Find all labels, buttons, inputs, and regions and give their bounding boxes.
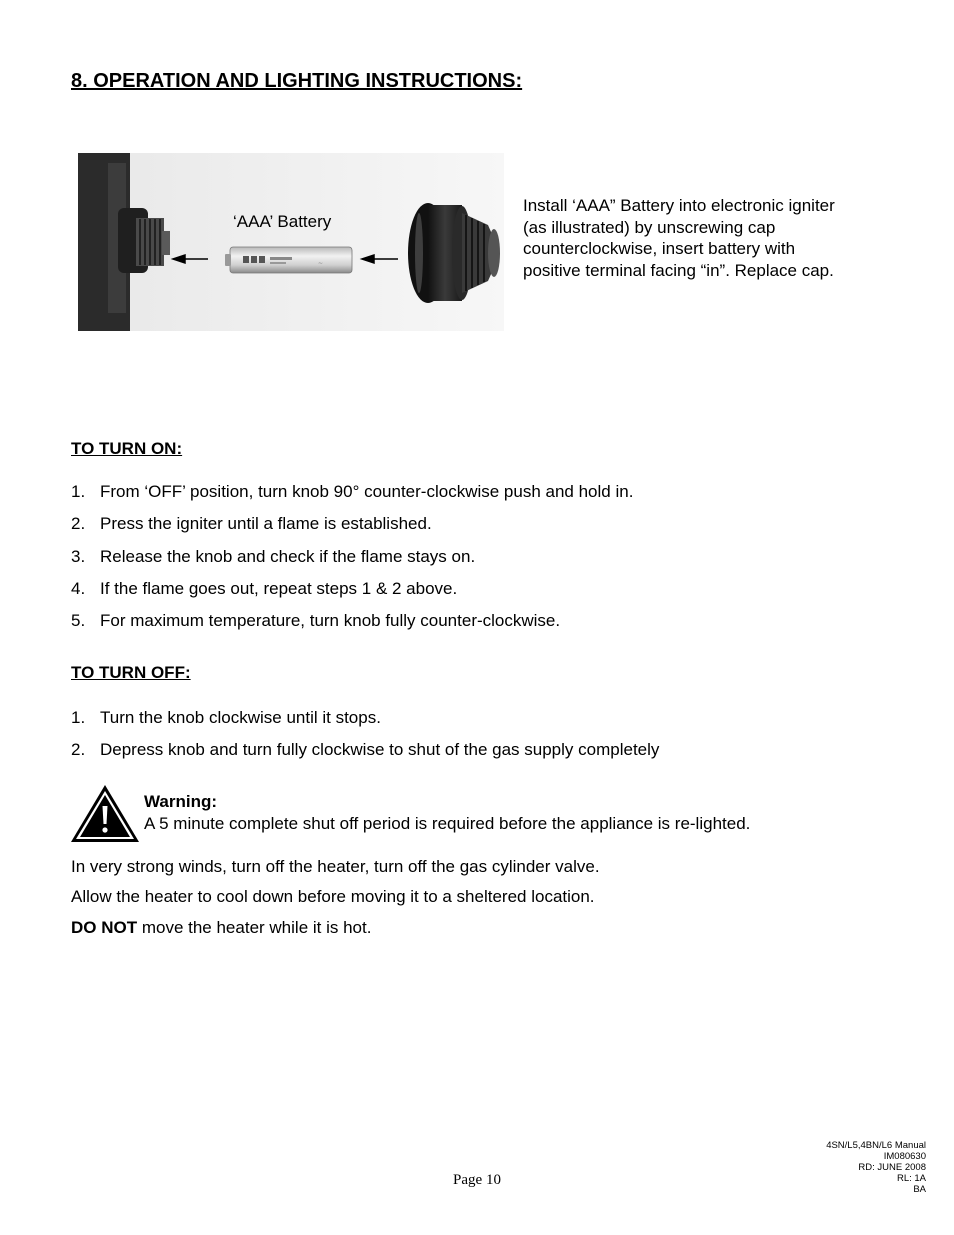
do-not-emphasis: DO NOT — [71, 918, 138, 937]
meta-line: BA — [913, 1184, 926, 1195]
list-item — [71, 739, 659, 771]
step-number: 2. — [71, 740, 86, 760]
document-meta — [826, 1140, 926, 1195]
wind-note: In very strong winds, turn off the heater, turn off the gas cylinder valve. — [71, 857, 600, 876]
step-number: 5. — [71, 611, 86, 631]
install-line: (as illustrated) by unscrewing cap — [523, 217, 776, 237]
do-not-move-note — [71, 918, 371, 938]
cool-down-note: Allow the heater to cool down before moving it to a sheltered location. — [71, 887, 595, 906]
step-number: 3. — [71, 546, 86, 566]
step-number: 1. — [71, 708, 86, 727]
step-text: Release the knob and check if the flame stays on. — [100, 546, 476, 566]
step-text: Turn the knob clockwise until it stops. — [100, 708, 381, 727]
step-number: 4. — [71, 578, 86, 598]
step-text: From ‘OFF’ position, turn knob 90° counter-clockwise push and hold in. — [100, 482, 634, 501]
meta-line: IM080630 — [883, 1151, 926, 1162]
step-text: If the flame goes out, repeat steps 1 & 2 above. — [100, 578, 458, 598]
meta-line: RL: 1A — [896, 1173, 926, 1184]
turn-on-steps — [71, 481, 633, 642]
meta-line: RD: JUNE 2008 — [858, 1162, 926, 1173]
step-text: Depress knob and turn fully clockwise to shut of the gas supply completely — [100, 740, 660, 760]
turn-on-heading: TO TURN ON: — [71, 439, 183, 458]
section-title: 8. OPERATION AND LIGHTING INSTRUCTIONS: — [71, 70, 523, 92]
warning-icon — [70, 784, 140, 844]
list-item — [71, 481, 633, 513]
turn-off-heading: TO TURN OFF: — [71, 663, 191, 682]
list-item — [71, 610, 633, 642]
install-line: positive terminal facing “in”. Replace cap. — [523, 261, 834, 281]
step-text: Press the igniter until a flame is established. — [100, 514, 432, 534]
warning-title: Warning: — [144, 792, 218, 811]
list-item — [71, 513, 633, 545]
install-instructions — [523, 195, 883, 282]
battery-illustration — [78, 153, 504, 331]
step-number: 1. — [71, 482, 86, 501]
page-number: Page 10 — [453, 1172, 501, 1188]
aaa-battery — [225, 247, 352, 273]
step-number: 2. — [71, 514, 86, 534]
svg-text:~: ~ — [318, 260, 324, 267]
list-item — [71, 578, 633, 610]
do-not-move-text: move the heater while it is hot. — [137, 918, 372, 937]
install-line: Install ‘AAA” Battery into electronic igniter — [523, 196, 835, 215]
list-item — [71, 707, 659, 739]
meta-line: 4SN/L5,4BN/L6 Manual — [826, 1140, 926, 1151]
turn-off-steps — [71, 707, 659, 772]
list-item — [71, 546, 633, 578]
step-text: For maximum temperature, turn knob fully counter-clockwise. — [100, 611, 561, 631]
warning-text: A 5 minute complete shut off period is required before the appliance is re-lighted. — [144, 814, 751, 833]
install-line: counterclockwise, insert battery with — [523, 239, 796, 259]
battery-label: ‘AAA’ Battery — [233, 212, 332, 231]
